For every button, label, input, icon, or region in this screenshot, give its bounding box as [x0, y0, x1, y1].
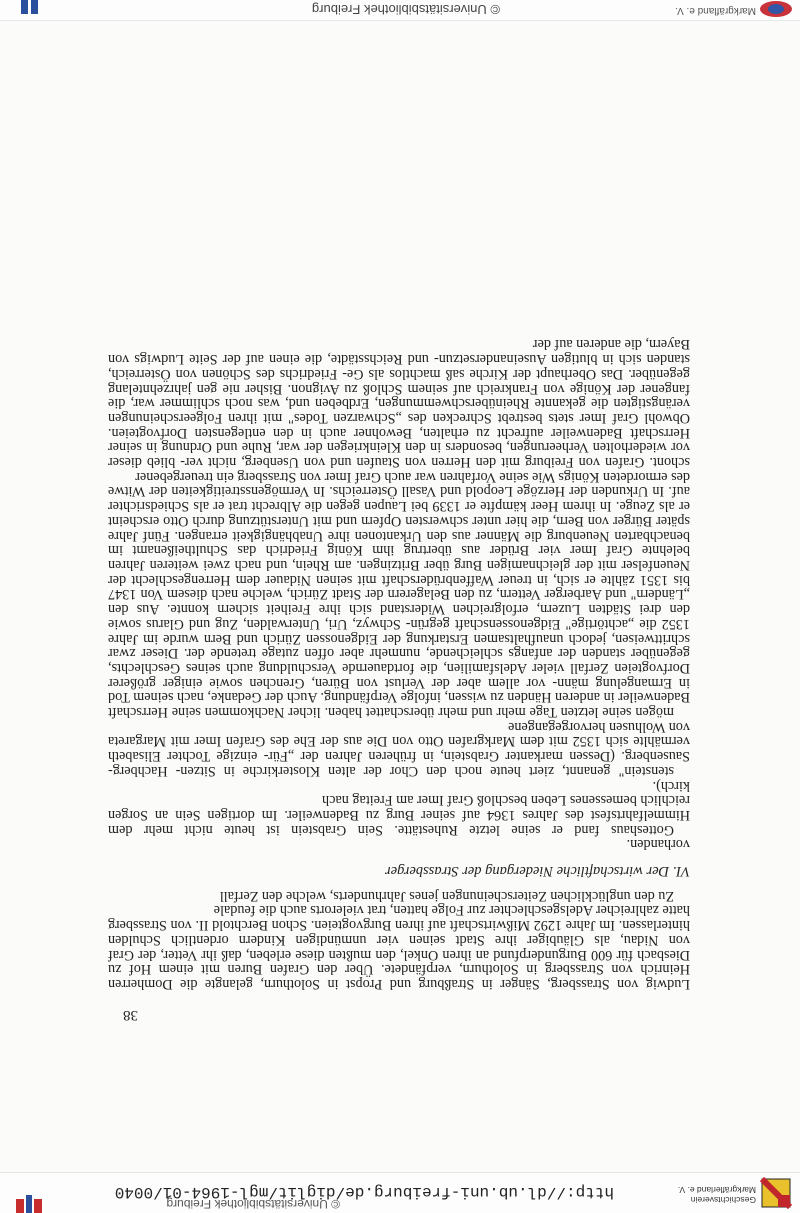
footer-copyright: © Universitätsbibliothek Freiburg: [311, 2, 500, 17]
paragraph: stenstein" genannt, ziert heute noch den Chor der alten Klosterkirche in Sitzen- Hachberg-Sausenberg. (Dessen markanter Grabstein, in früheren Jahren der „Für- einzige Tochter Elisabeth vermählte sich 1352 mit dem Markgrafen Otto von Die aus der Ehe des Grafen Imer mit Margareta von Wolhusen hervorgegangene: [108, 718, 690, 779]
copyright-notice: © Universitätsbibliothek Freiburg: [166, 1197, 340, 1211]
footer-brand: Markgräfland e. V.: [675, 5, 756, 16]
paragraph: Gotteshaus fand er seine letzte Ruhestätte. Sein Grabstein ist heute nicht mehr dem Himmelfahrtsfest des Jahres 1364 auf seiner Burg zu Badenweiler. Im dortigen Sein an Sorgen reichlich bemessenes Leben beschloß Graf Imer am Freitag nach: [108, 792, 690, 838]
paragraph: schont. Grafen von Freiburg mit den Herren von Staufen und von Usenberg, nicht ver- blieb dieser vor wiederholten Verheerungen, besonders in den Kleinkriegen der war, Ruhe und Ordnung in seiner Herrschaft Badenweiler aufrecht zu erhalten, Bewohner auch in den entlegensten Dorfvogteien. Obwohl Graf Imer stets bestrebt Schrecken des „Schwarzen Todes" mit ihren Folgeerscheinungen verängstigten die gekannte Rheinüberschwemmungen, Erdbeben und, was noch schlimmer war, die fangener der Könige von Frankreich auf seinem Schloß zu Avignon. Bisher nie gen jahrzehntelang gegenüber. Das Oberhaupt der Kirche saß machtlos als Ge- Friedrichs des Schönen von Österreich, standen sich in blutigen Auseinandersetzun- und Reichsstädte, die einen auf der Seite Ludwigs von Bayern, die anderen auf der: [108, 336, 690, 471]
paragraph: mögen seine letzten Tage mehr und mehr überschattet haben. licher Nachkommen seine Herrschaft Badenweiler in anderen Händen zu wissen, infolge Verpfändung. Auch der Gedanke, nach seinem Tod in Ermangelung männ- vor allem aber der Verlust von Büren, Grenchen sowie einiger größerer Dorfvogteien Zerfall vieler Adelsfamilien, die fortdauernde Verschuldung auch seines Geschlechts, gegenüber standen der anfangs schleichende, nunmehr aber offen zutage tretende der. Dieser zwar schrittweisen, jedoch unaufhaltsamen Erstarkung der Eidgenossen Zürich und Bern wurde im Jahre 1352 die „achtörtige" Eidgenossenschaft gegrün- Schwyz, Uri, Unterwalden, Zug und Glarus sowie den drei Städten Luzern, erfolgreichen Widerstand sich ihre Freiheit sichern konnte. Aus den „Ländern" und Aarberger Vettern, zu den Belagerern der Stadt Zürich, welche nach diesem Von 1347 bis 1351 zählte er sich, in treuer Waffenbrüderschaft mit seinen Nidauer dem Herrengeschlecht der Neuenfelser mit der gleichnamigen Burg über Britzingen. am Rhein, und nach zwei weiteren Jahren belehnte Graf Imer vier Brüder aus übertrug ihm König Friedrich das Schultheißenamt im benachbarten Neuenburg die Männer aus den Urkantonen ihre Unabhängigkeit errangen. Fünf Jahre später Bürger von Bern, die hier unter schwersten Opfern und mit Unterstützung durch Otto erscheint er als Zeuge. In ihrem Heer kämpfte er 1339 bei Laupen gegen die Albrecht trat er als Schiedsrichter auf. In Urkunden der Herzöge Leopold und Vasall Österreichs. In Vermögensstreitigkeiten der Witwe des ermordeten Königs Wie seine Vorfahren war auch Graf Imer von Strassberg ein treuergebener: [108, 468, 690, 721]
body-text: [108, 337, 690, 991]
permalink-url[interactable]: http://dl.ub.uni-freiburg.de/diglit/mgl-1964-01/0040: [114, 1183, 614, 1201]
paragraph: vorhanden.: [626, 836, 690, 853]
society-brand: [646, 1185, 756, 1205]
paragraph: Ludwig von Strassberg, Sänger in Straßburg und Propst in Solothurn, gelangte die Domherren Heinrich von Strassberg in Solothurn, verpfändete. Über den Grafen Buren mit einem Hof zu Diesbach für 600 Burgunderpfund an ihren Onkel, den mußten diese erleben, daß ihr Vetter, der Graf von Nidau, als Gläubiger ihre Stadt seinen vier unmündigen Kindern ordentlich Schulden hinterlassen. Im Jahre 1292 Mißwirtschaft auf ihren Burgvogteien. Schon Berchtold II. von Strassberg hatte zahlreicher Adelsgeschlechter zur Folge hatten, trat vielerorts auch die feudale: [108, 902, 690, 992]
coat-of-arms-icon: [760, 1177, 792, 1209]
chapter-heading: VI. Der wirtschaftliche Niedergang der Strassberger: [384, 863, 690, 880]
viewer-header: [0, 1172, 800, 1213]
library-logo-icon: [14, 1195, 44, 1213]
brand-line-1: Geschichtsverein: [690, 1195, 756, 1205]
page-number: 38: [123, 1007, 138, 1023]
viewer-footer: [0, 0, 800, 21]
society-logo-icon: [758, 0, 794, 18]
paragraph: kirch).: [652, 777, 690, 794]
library-logo-icon: [18, 0, 40, 18]
paragraph: Zu den unglücklichen Zeiterscheinungen jenes Jahrhunderts, welche den Zerfall: [219, 887, 674, 904]
brand-line-2: Markgräflerland e. V.: [677, 1185, 756, 1195]
